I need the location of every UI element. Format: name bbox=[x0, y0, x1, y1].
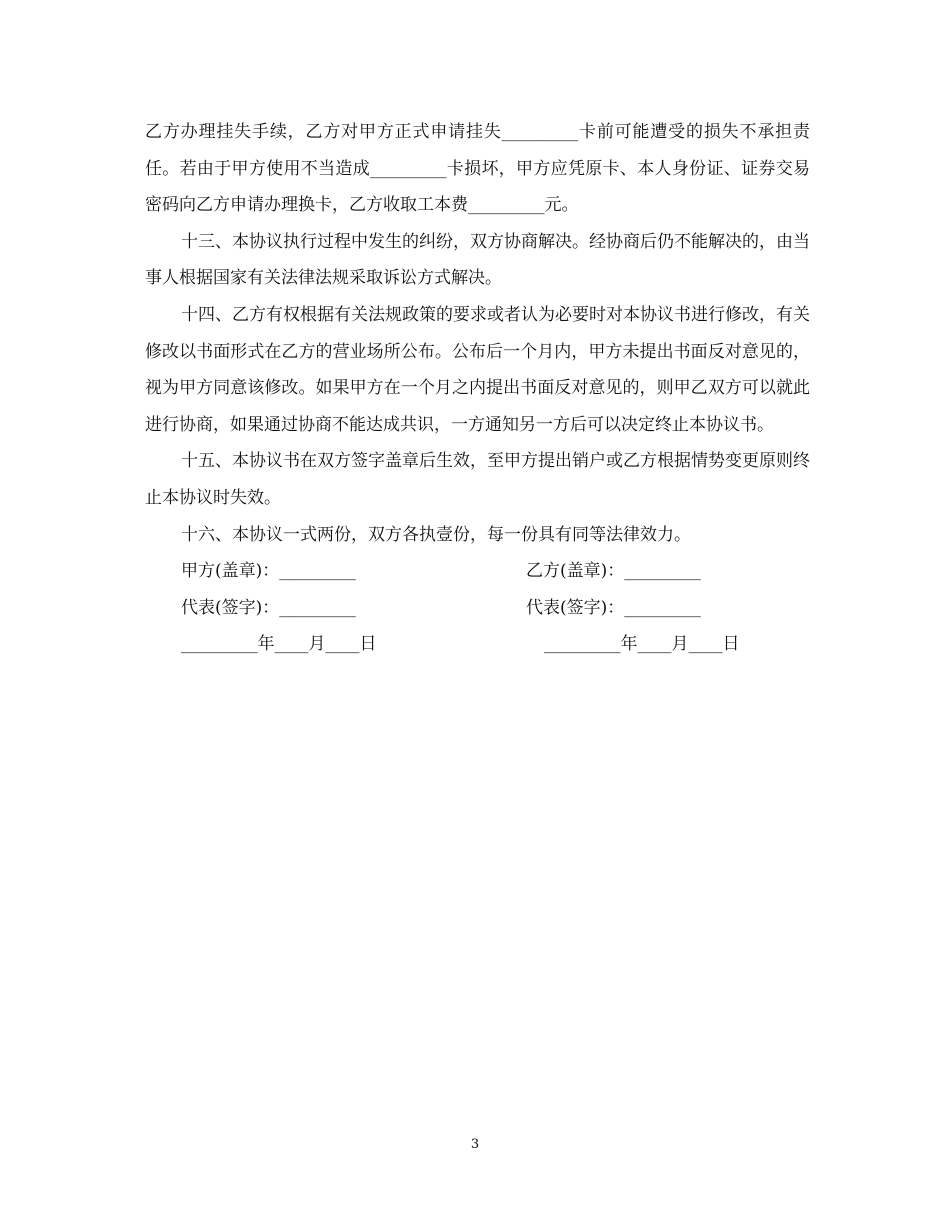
paragraph-clause-14: 十四、乙方有权根据有关法规政策的要求或者认为必要时对本协议书进行修改，有关修改以书面形式在乙方的营业场所公布。公布后一个月内，甲方未提出书面反对意见的，视为甲方同意该修改。如果甲方在一个月之内提出书面反对意见的，则甲乙双方可以就此进行协商，如果通过协商不能达成共识，一方通知另一方后可以决定终止本协议书。 bbox=[145, 304, 810, 435]
agreement-body bbox=[145, 114, 810, 663]
party-b-representative-line: 代表(签字)：_________ bbox=[526, 597, 701, 618]
party-b-date-line: _________年____月____日 bbox=[544, 634, 740, 655]
signature-block bbox=[145, 553, 810, 663]
party-a-date-line: _________年____月____日 bbox=[181, 634, 377, 655]
page-number: 3 bbox=[470, 1137, 480, 1152]
signature-row-representative bbox=[145, 590, 810, 627]
paragraph-lost-card: 乙方办理挂失手续，乙方对甲方正式申请挂失_________卡前可能遭受的损失不承担责任。若由于甲方使用不当造成_________卡损坏，甲方应凭原卡、本人身份证、证券交易密码向乙方申请办理换卡，乙方收取工本费_________元。 bbox=[145, 122, 810, 216]
party-b-seal-line: 乙方(盖章)：_________ bbox=[526, 561, 701, 582]
paragraph-clause-13: 十三、本协议执行过程中发生的纠纷，双方协商解决。经协商后仍不能解决的，由当事人根据国家有关法律法规采取诉讼方式解决。 bbox=[145, 231, 810, 289]
signature-row-seal bbox=[145, 553, 810, 590]
party-a-seal-line: 甲方(盖章)：_________ bbox=[181, 561, 356, 582]
paragraph-clause-16: 十六、本协议一式两份，双方各执壹份，每一份具有同等法律效力。 bbox=[181, 524, 691, 545]
paragraph-clause-15: 十五、本协议书在双方签字盖章后生效，至甲方提出销户或乙方根据情势变更原则终止本协议时失效。 bbox=[145, 451, 810, 508]
signature-row-date bbox=[145, 626, 810, 663]
party-a-representative-line: 代表(签字)：_________ bbox=[181, 597, 356, 618]
